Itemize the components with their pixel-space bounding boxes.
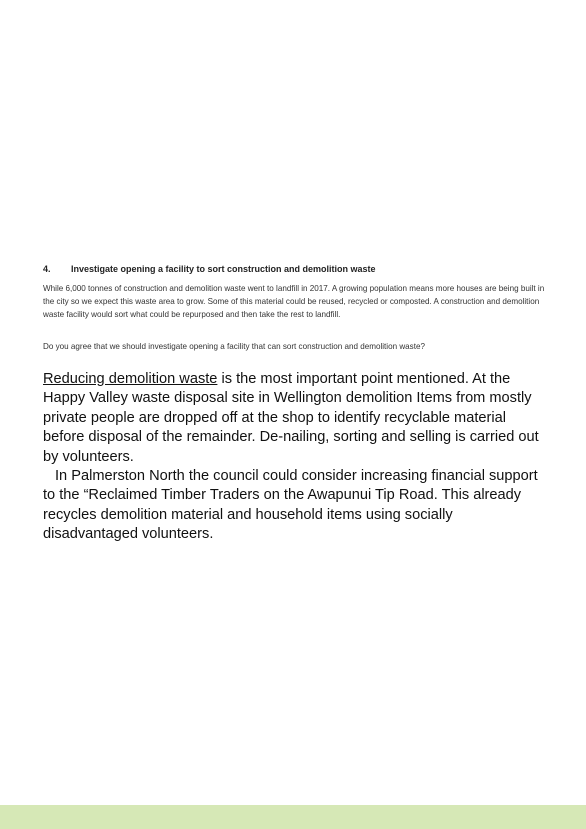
footer-band <box>0 805 586 829</box>
response-paragraph-2-text: In Palmerston North the council could consider increasing financial support to the “Reclaimed Timber Traders on the Awapunui Tip Road. This already recycles demolition material and household items using socially disadvantaged volunteers. <box>43 468 538 543</box>
response-paragraph-2 <box>43 467 551 545</box>
section-number: 4. <box>43 264 51 274</box>
submitter-response <box>43 370 551 545</box>
response-underlined-lead: Reducing demolition waste <box>43 371 218 387</box>
section-intro-text: While 6,000 tonnes of construction and demolition waste went to landfill in 2017. A growing population means more houses are being built in the city so we expect this waste area to grow. Some of this material could be reused, recycled or composted. A construction and demolition waste facility would sort what could be repurposed and then take the rest to landfill. <box>43 284 545 319</box>
response-paragraph-1-text: is the most important point mentioned. At the Happy Valley waste disposal site in Wellington demolition Items from mostly private people are dropped off at the shop to identify recyclable material before disposal of the remainder. De-nailing, sorting and selling is carried out by volunteers. <box>43 371 539 465</box>
consultation-question: Do you agree that we should investigate opening a facility that can sort construction and demolition waste? <box>43 342 425 351</box>
section-heading <box>43 264 553 274</box>
response-paragraph-1 <box>43 370 551 467</box>
section-title: Investigate opening a facility to sort construction and demolition waste <box>71 264 376 274</box>
